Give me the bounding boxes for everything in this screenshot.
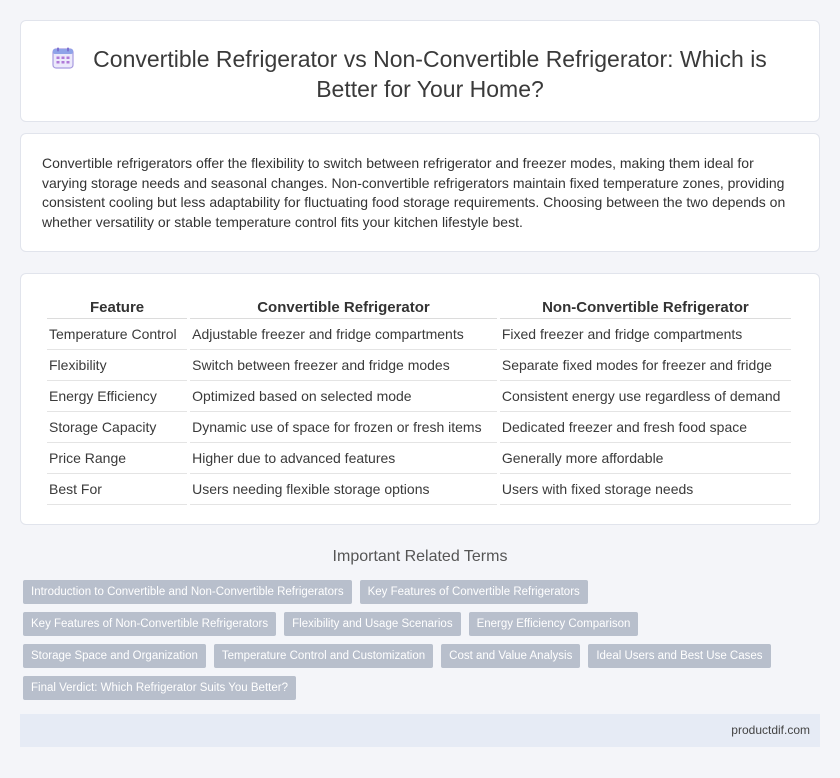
related-term-tag[interactable]: Temperature Control and Customization — [214, 644, 433, 668]
related-terms-tags — [23, 580, 823, 708]
table-cell: Temperature Control — [47, 319, 187, 350]
table-cell: Fixed freezer and fridge compartments — [500, 319, 791, 350]
table-cell: Users with fixed storage needs — [500, 474, 791, 505]
tag-row — [23, 580, 823, 604]
footer — [20, 714, 820, 747]
table-row — [47, 443, 791, 474]
table-cell: Generally more affordable — [500, 443, 791, 474]
table-cell: Dynamic use of space for frozen or fresh items — [190, 412, 497, 443]
related-term-tag[interactable]: Flexibility and Usage Scenarios — [284, 612, 460, 636]
header-convertible: Convertible Refrigerator — [190, 296, 497, 319]
intro-paragraph: Convertible refrigerators offer the flexibility to switch between refrigerator and freezer modes, making them ideal for varying storage needs and seasonal changes. Non-convertible refrigerators maintain fixed temperature zones, providing consistent cooling but less adaptability for fluctuating food storage requirements. Choosing between the two depends on whether versatility or stable temperature control fits your kitchen lifestyle best. — [42, 155, 786, 230]
page-title: Convertible Refrigerator vs Non-Convertible Refrigerator: Which is Better for Your Home? — [93, 46, 767, 102]
header-non-convertible: Non-Convertible Refrigerator — [500, 296, 791, 319]
table-cell: Consistent energy use regardless of demand — [500, 381, 791, 412]
table-cell: Storage Capacity — [47, 412, 187, 443]
related-term-tag[interactable]: Ideal Users and Best Use Cases — [588, 644, 770, 668]
intro-card — [20, 133, 820, 252]
table-header-row — [47, 296, 791, 319]
table-cell: Best For — [47, 474, 187, 505]
comparison-table — [44, 296, 794, 505]
header-card — [20, 20, 820, 122]
table-cell: Adjustable freezer and fridge compartments — [190, 319, 497, 350]
tag-row — [23, 644, 823, 668]
table-cell: Optimized based on selected mode — [190, 381, 497, 412]
table-cell: Higher due to advanced features — [190, 443, 497, 474]
table-row — [47, 350, 791, 381]
table-row — [47, 412, 791, 443]
related-term-tag[interactable]: Cost and Value Analysis — [441, 644, 580, 668]
related-term-tag[interactable]: Energy Efficiency Comparison — [469, 612, 639, 636]
footer-site-link[interactable]: productdif.com — [731, 723, 810, 737]
table-row — [47, 474, 791, 505]
table-cell: Users needing flexible storage options — [190, 474, 497, 505]
table-cell: Energy Efficiency — [47, 381, 187, 412]
related-term-tag[interactable]: Storage Space and Organization — [23, 644, 206, 668]
table-row — [47, 381, 791, 412]
related-term-tag[interactable]: Introduction to Convertible and Non-Convertible Refrigerators — [23, 580, 352, 604]
table-cell: Price Range — [47, 443, 187, 474]
table-cell: Flexibility — [47, 350, 187, 381]
comparison-table-card — [20, 273, 820, 525]
related-terms-title: Important Related Terms — [332, 548, 508, 565]
tag-row — [23, 676, 823, 700]
table-cell: Separate fixed modes for freezer and fridge — [500, 350, 791, 381]
table-row — [47, 319, 791, 350]
table-cell: Switch between freezer and fridge modes — [190, 350, 497, 381]
header-feature: Feature — [47, 296, 187, 319]
related-term-tag[interactable]: Final Verdict: Which Refrigerator Suits You Better? — [23, 676, 296, 700]
tag-row — [23, 612, 823, 636]
table-cell: Dedicated freezer and fresh food space — [500, 412, 791, 443]
related-term-tag[interactable]: Key Features of Non-Convertible Refrigerators — [23, 612, 276, 636]
related-term-tag[interactable]: Key Features of Convertible Refrigerators — [360, 580, 588, 604]
